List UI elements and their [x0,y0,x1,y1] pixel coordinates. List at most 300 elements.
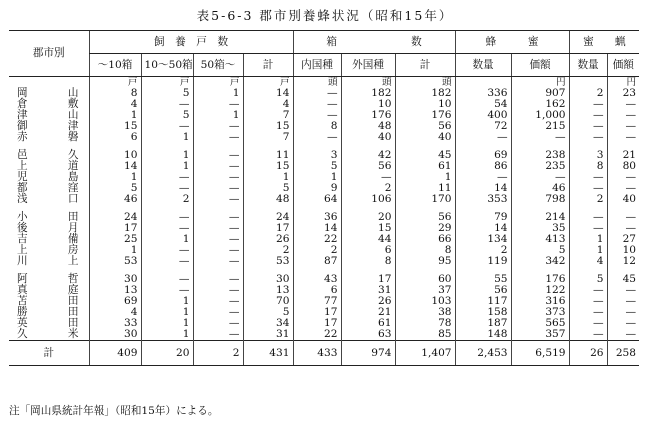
value-cell: — [141,256,193,267]
unit-cell: 戸 [89,77,141,89]
value-cell: 176 [511,274,569,285]
value-cell: 5 [511,245,569,256]
value-cell: 4 [243,99,293,110]
district-name: 児島 [17,171,79,183]
value-cell: 30 [89,274,141,285]
value-cell: 25 [89,234,141,245]
value-cell: 122 [511,285,569,296]
subheader: 10～50箱 [141,54,193,77]
value-cell: 162 [511,99,569,110]
subheader: 価額 [511,54,569,77]
value-cell: 5 [243,307,293,318]
value-cell: 5 [141,110,193,121]
value-cell: — [607,121,639,132]
value-cell: 55 [455,274,511,285]
district-name: 真庭 [17,284,79,296]
value-cell: 85 [395,329,455,341]
value-cell: 182 [341,88,395,99]
value-cell: — [141,99,193,110]
subheader: 数量 [455,54,511,77]
value-cell: 907 [511,88,569,99]
value-cell: 29 [395,223,455,234]
value-cell: — [193,307,243,318]
value-cell: 353 [455,194,511,205]
unit-cell: 円 [511,77,569,89]
value-cell: — [569,329,607,341]
value-cell: 6 [89,132,141,143]
value-cell: 413 [511,234,569,245]
value-cell: 400 [455,110,511,121]
value-cell: 72 [455,121,511,132]
value-cell: — [141,121,193,132]
value-cell: 10 [341,99,395,110]
value-cell: 15 [243,121,293,132]
value-cell: 4 [569,256,607,267]
value-cell: — [141,274,193,285]
subheader: ～10箱 [89,54,141,77]
value-cell: — [193,234,243,245]
value-cell: — [193,285,243,296]
value-cell: — [607,307,639,318]
value-cell: 56 [455,285,511,296]
value-cell: 24 [243,212,293,223]
value-cell: 2 [341,183,395,194]
value-cell: 10 [89,150,141,161]
value-cell: 34 [243,318,293,329]
value-cell: 103 [395,296,455,307]
value-cell: 215 [511,121,569,132]
subheader: 内国種 [293,54,341,77]
table-row [9,161,639,172]
value-cell: 77 [293,296,341,307]
value-cell: 1 [141,132,193,143]
value-cell: 87 [293,256,341,267]
value-cell: 176 [395,110,455,121]
header-honey: 蜂 蜜 [455,31,569,54]
value-cell: 373 [511,307,569,318]
value-cell: 42 [341,150,395,161]
total-cell: 409 [89,341,141,366]
value-cell: 2 [569,194,607,205]
subheader: 計 [395,54,455,77]
value-cell: — [141,183,193,194]
value-cell: — [569,132,607,143]
value-cell: 15 [89,121,141,132]
value-cell: 2 [243,245,293,256]
value-cell: 8 [89,88,141,99]
value-cell: — [193,212,243,223]
value-cell: 8 [293,121,341,132]
beekeeping-table [9,30,639,366]
value-cell: 33 [89,318,141,329]
value-cell: — [569,183,607,194]
value-cell: 6 [293,285,341,296]
value-cell: 342 [511,256,569,267]
value-cell: — [569,285,607,296]
value-cell: 56 [395,212,455,223]
value-cell: 1 [141,318,193,329]
district-name: 上房 [17,244,79,256]
value-cell: 5 [89,183,141,194]
value-cell: — [607,110,639,121]
value-cell: — [193,183,243,194]
value-cell: — [569,318,607,329]
table-row [9,256,639,267]
total-cell: 26 [569,341,607,366]
value-cell: — [341,172,395,183]
district-name: 小田 [17,211,79,223]
value-cell: — [193,329,243,341]
district-name: 岡山 [17,87,79,99]
value-cell: 1 [141,161,193,172]
value-cell: 1 [395,172,455,183]
header-district: 郡市別 [9,31,89,77]
value-cell: 1 [141,296,193,307]
district-name: 吉備 [17,233,79,245]
value-cell: 2 [569,88,607,99]
value-cell: 117 [455,296,511,307]
value-cell: 23 [607,88,639,99]
value-cell: 43 [293,274,341,285]
value-cell: — [193,245,243,256]
footnote: 注「岡山県統計年報」（昭和15年）による。 [9,405,219,417]
value-cell: — [193,194,243,205]
value-cell: 187 [455,318,511,329]
value-cell: — [569,307,607,318]
value-cell: 53 [243,256,293,267]
value-cell: — [569,172,607,183]
value-cell: — [607,132,639,143]
total-row [9,341,639,366]
value-cell: 1 [243,172,293,183]
value-cell: 14 [455,183,511,194]
district-name: 邑久 [17,149,79,161]
unit-cell: 戸 [243,77,293,89]
value-cell: 14 [243,88,293,99]
value-cell: — [193,121,243,132]
value-cell: — [141,285,193,296]
header-wax: 蜜 蝋 [569,31,639,54]
value-cell: — [293,99,341,110]
value-cell: 8 [341,256,395,267]
value-cell: 4 [89,307,141,318]
value-cell: — [607,223,639,234]
value-cell: — [193,274,243,285]
value-cell: 22 [293,329,341,341]
value-cell: 61 [341,318,395,329]
value-cell: 119 [455,256,511,267]
value-cell: 106 [341,194,395,205]
value-cell: 64 [293,194,341,205]
district-name: 津山 [17,109,79,121]
value-cell: 40 [341,132,395,143]
value-cell: 56 [341,161,395,172]
value-cell: 8 [395,245,455,256]
value-cell: 1 [141,234,193,245]
value-cell: 8 [569,161,607,172]
value-cell: 1 [141,329,193,341]
value-cell: 78 [395,318,455,329]
total-cell: 6,519 [511,341,569,366]
value-cell: 214 [511,212,569,223]
unit-cell: 頭 [341,77,395,89]
value-cell: — [193,99,243,110]
value-cell: 235 [511,161,569,172]
value-cell: 7 [243,132,293,143]
value-cell: — [293,132,341,143]
value-cell: 12 [607,256,639,267]
value-cell: — [569,296,607,307]
value-cell: 1 [293,172,341,183]
subheader: 50箱～ [193,54,243,77]
district-name: 上道 [17,160,79,172]
value-cell: — [193,256,243,267]
table-row [9,172,639,183]
value-cell: 46 [89,194,141,205]
district-name: 御津 [17,120,79,132]
value-cell: 27 [607,234,639,245]
value-cell: 17 [293,318,341,329]
value-cell: — [569,121,607,132]
table-title: 表5-6-3 郡市別養蜂状況（昭和15年） [196,8,454,23]
value-cell: — [607,172,639,183]
value-cell: 60 [395,274,455,285]
value-cell: 158 [455,307,511,318]
value-cell: 53 [89,256,141,267]
subheader: 外国種 [341,54,395,77]
value-cell: 70 [243,296,293,307]
value-cell: — [569,212,607,223]
value-cell: 10 [395,99,455,110]
value-cell: 45 [395,150,455,161]
total-cell: 431 [243,341,293,366]
value-cell: 170 [395,194,455,205]
value-cell: 5 [243,183,293,194]
total-cell: 258 [607,341,639,366]
value-cell: — [193,172,243,183]
value-cell: — [569,99,607,110]
value-cell: 24 [89,212,141,223]
value-cell: — [193,223,243,234]
subheader: 価額 [607,54,639,77]
value-cell: 5 [141,88,193,99]
value-cell: — [607,296,639,307]
total-cell: 20 [141,341,193,366]
value-cell: 7 [243,110,293,121]
value-cell: 17 [243,223,293,234]
value-cell: 1 [141,150,193,161]
value-cell: 48 [341,121,395,132]
table-row [9,234,639,245]
value-cell: — [141,172,193,183]
value-cell: 3 [569,150,607,161]
value-cell: 11 [243,150,293,161]
district-name: 阿哲 [17,273,79,285]
value-cell: 13 [89,285,141,296]
value-cell: 238 [511,150,569,161]
value-cell: — [607,183,639,194]
value-cell: 21 [341,307,395,318]
unit-cell: 頭 [293,77,341,89]
unit-cell: 戸 [141,77,193,89]
value-cell: 1 [141,307,193,318]
district-name: 川上 [17,255,79,267]
value-cell: — [455,132,511,143]
value-cell: 14 [455,223,511,234]
table-row [9,121,639,132]
district-name: 赤磐 [17,131,79,143]
value-cell: 1 [569,234,607,245]
district-name: 都窪 [17,182,79,194]
value-cell: 69 [89,296,141,307]
value-cell: 31 [243,329,293,341]
subheader: 数量 [569,54,607,77]
value-cell: 1,000 [511,110,569,121]
value-cell: 63 [341,329,395,341]
value-cell: 134 [455,234,511,245]
value-cell: 30 [89,329,141,341]
value-cell: 40 [395,132,455,143]
value-cell: 357 [511,329,569,341]
value-cell: 86 [455,161,511,172]
value-cell: 44 [341,234,395,245]
value-cell: — [193,318,243,329]
value-cell: 38 [395,307,455,318]
value-cell: 1 [89,172,141,183]
value-cell: 35 [511,223,569,234]
value-cell: 1 [89,245,141,256]
value-cell: 1 [89,110,141,121]
value-cell: 26 [243,234,293,245]
value-cell: — [193,161,243,172]
value-cell: 2 [141,194,193,205]
district-name: 勝田 [17,306,79,318]
value-cell: — [193,150,243,161]
district-name: 倉敷 [17,98,79,110]
district-name: 久米 [17,328,79,340]
value-cell: 2 [293,245,341,256]
value-cell: 336 [455,88,511,99]
table-row [9,194,639,205]
subheader: 計 [243,54,293,77]
value-cell: 95 [395,256,455,267]
value-cell: — [569,223,607,234]
value-cell: — [607,318,639,329]
value-cell: 14 [89,161,141,172]
value-cell: 31 [341,285,395,296]
value-cell: 5 [569,274,607,285]
value-cell: 2 [455,245,511,256]
value-cell: 17 [341,274,395,285]
value-cell: 45 [607,274,639,285]
value-cell: 15 [243,161,293,172]
value-cell: 9 [293,183,341,194]
district-name: 苫田 [17,295,79,307]
value-cell: — [193,132,243,143]
value-cell: — [141,223,193,234]
value-cell: 61 [395,161,455,172]
value-cell: 37 [395,285,455,296]
value-cell: — [193,296,243,307]
value-cell: 10 [607,245,639,256]
unit-cell: 円 [607,77,639,89]
value-cell: 20 [341,212,395,223]
value-cell: 4 [89,99,141,110]
value-cell: 80 [607,161,639,172]
value-cell: 1 [569,245,607,256]
value-cell: 14 [293,223,341,234]
district-name: 浅口 [17,193,79,205]
value-cell: — [141,245,193,256]
value-cell: 48 [243,194,293,205]
value-cell: 565 [511,318,569,329]
value-cell: 182 [395,88,455,99]
total-cell: 1,407 [395,341,455,366]
value-cell: 5 [293,161,341,172]
value-cell: 56 [395,121,455,132]
value-cell: — [511,172,569,183]
value-cell: — [293,110,341,121]
value-cell: 15 [341,223,395,234]
value-cell: — [455,172,511,183]
unit-cell: 戸 [193,77,243,89]
value-cell: 26 [341,296,395,307]
value-cell: — [607,285,639,296]
total-cell: 2 [193,341,243,366]
value-cell: 798 [511,194,569,205]
district-name: 後月 [17,222,79,234]
value-cell: 66 [395,234,455,245]
value-cell: 30 [243,274,293,285]
total-label: 計 [9,341,89,366]
value-cell: — [511,132,569,143]
header-boxes: 箱 数 [293,31,455,54]
value-cell: 17 [89,223,141,234]
value-cell: 36 [293,212,341,223]
table-row [9,329,639,341]
header-households: 飼 養 戸 数 [89,31,293,54]
value-cell: 316 [511,296,569,307]
value-cell: 176 [341,110,395,121]
value-cell: 148 [455,329,511,341]
total-cell: 974 [341,341,395,366]
value-cell: — [607,212,639,223]
value-cell: — [607,329,639,341]
value-cell: 22 [293,234,341,245]
value-cell: 3 [293,150,341,161]
district-name: 英田 [17,317,79,329]
value-cell: 1 [193,88,243,99]
value-cell: 54 [455,99,511,110]
value-cell: 1 [193,110,243,121]
value-cell: — [293,88,341,99]
total-cell: 433 [293,341,341,366]
unit-cell: 頭 [395,77,455,89]
value-cell: — [607,99,639,110]
total-cell: 2,453 [455,341,511,366]
value-cell: — [141,212,193,223]
value-cell: 6 [341,245,395,256]
table-row [9,132,639,143]
value-cell: 13 [243,285,293,296]
value-cell: 21 [607,150,639,161]
value-cell: 11 [395,183,455,194]
value-cell: 46 [511,183,569,194]
value-cell: 40 [607,194,639,205]
value-cell: 69 [455,150,511,161]
value-cell: 79 [455,212,511,223]
value-cell: — [569,110,607,121]
